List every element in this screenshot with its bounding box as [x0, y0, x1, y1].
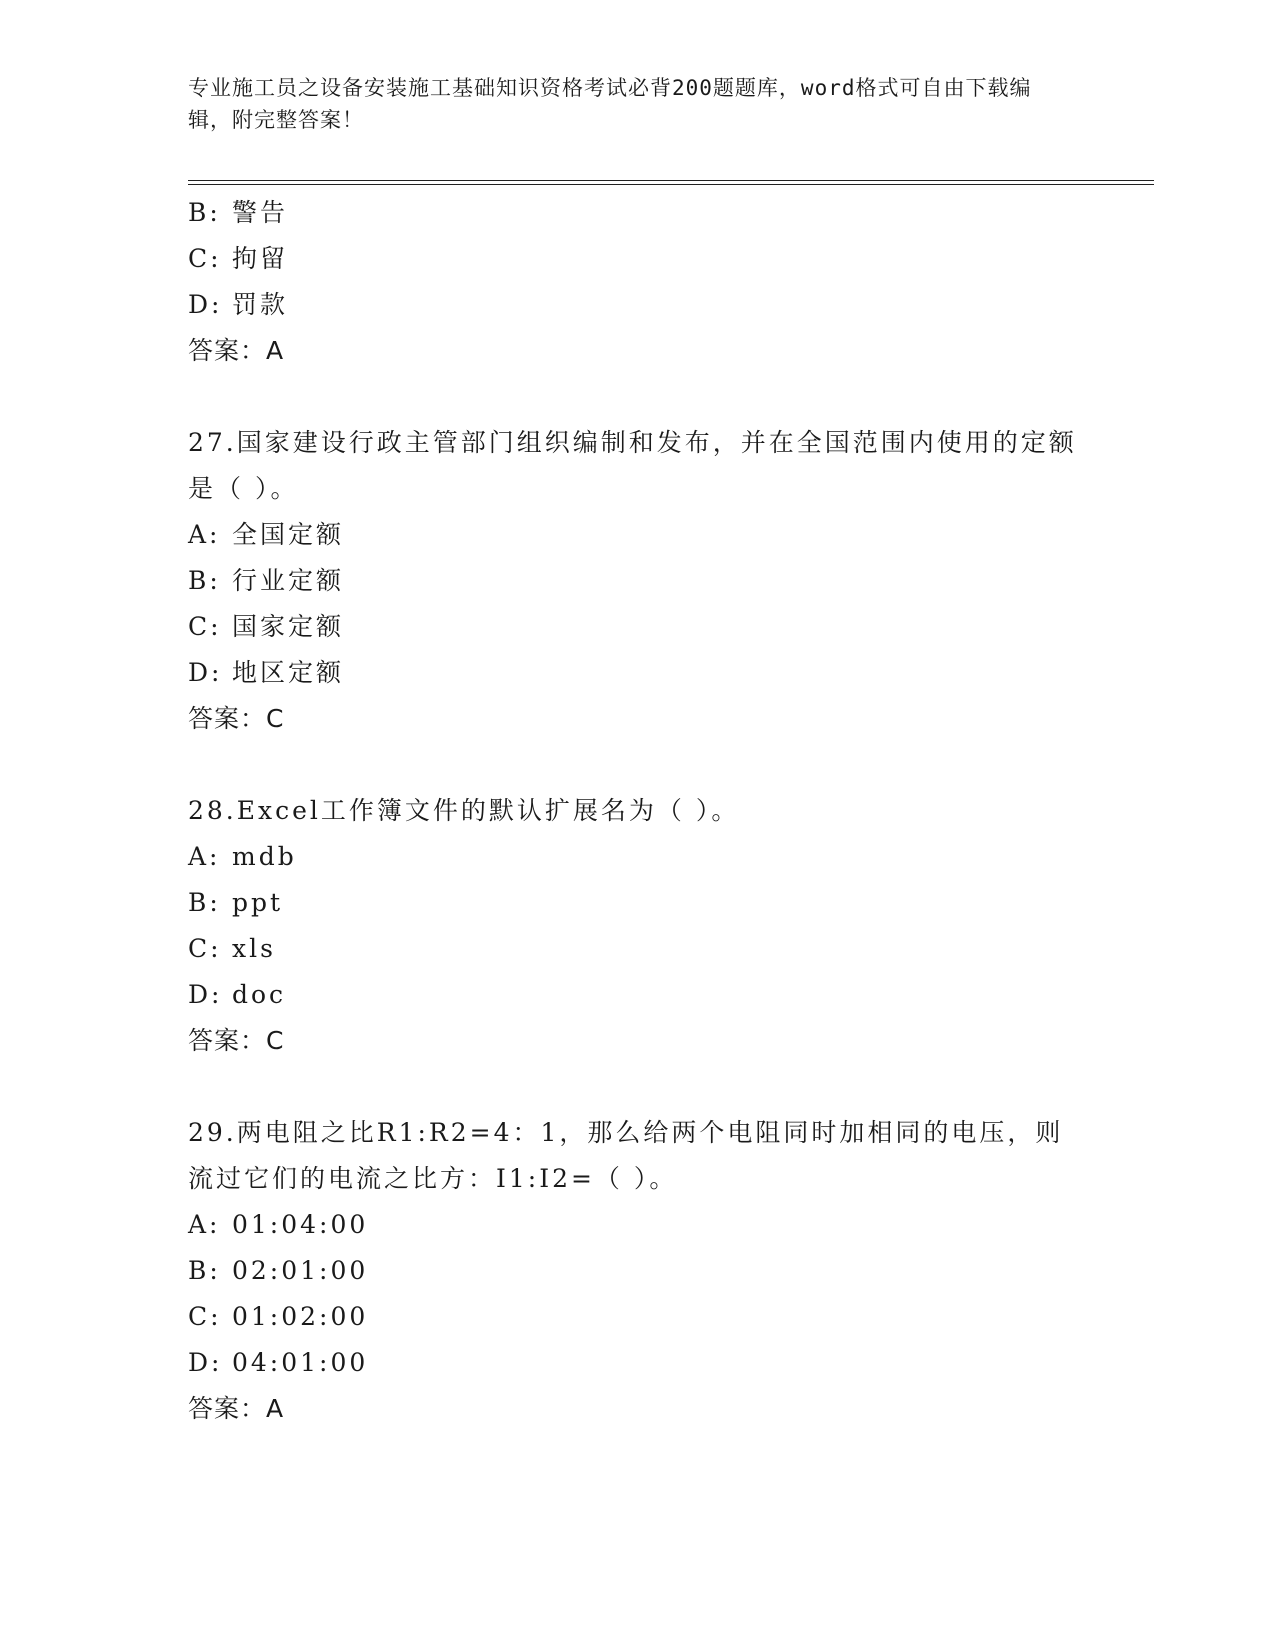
option-d: D: 04:01:00 [188, 1348, 369, 1377]
question-text: 29.两电阻之比R1:R2=4：1，那么给两个电阻同时加相同的电压，则流过它们的电流之比方：I1:I2=（ ）。 [188, 1118, 1064, 1193]
option-b: B: 行业定额 [188, 566, 345, 595]
question-27 [188, 420, 1088, 742]
option-a: A: mdb [188, 842, 297, 871]
answer-line: 答案：C [188, 1026, 285, 1055]
header-divider-top [188, 180, 1154, 181]
document-header: 专业施工员之设备安装施工基础知识资格考试必背200题题库，word格式可自由下载编辑，附完整答案！ [188, 76, 1032, 132]
carryover-question [188, 190, 1088, 374]
header-divider-bottom [188, 184, 1154, 185]
question-text: 27.国家建设行政主管部门组织编制和发布，并在全国范围内使用的定额是（ ）。 [188, 428, 1077, 503]
question-29 [188, 1110, 1088, 1432]
option-d: D: 地区定额 [188, 658, 345, 687]
answer-line: 答案：A [188, 1394, 285, 1423]
option-d: D: doc [188, 980, 287, 1009]
option-c: C: xls [188, 934, 276, 963]
option-d: D: 罚款 [188, 290, 289, 319]
option-c: C: 国家定额 [188, 612, 345, 641]
question-list [188, 190, 1088, 1432]
option-b: B: ppt [188, 888, 284, 917]
option-c: C: 拘留 [188, 244, 289, 273]
option-b: B: 警告 [188, 198, 289, 227]
question-text: 28.Excel工作簿文件的默认扩展名为（ ）。 [188, 796, 740, 825]
option-b: B: 02:01:00 [188, 1256, 369, 1285]
answer-line: 答案：A [188, 336, 285, 365]
option-c: C: 01:02:00 [188, 1302, 369, 1331]
answer-line: 答案：C [188, 704, 285, 733]
question-28 [188, 788, 1088, 1064]
option-a: A: 01:04:00 [188, 1210, 369, 1239]
option-a: A: 全国定额 [188, 520, 345, 549]
